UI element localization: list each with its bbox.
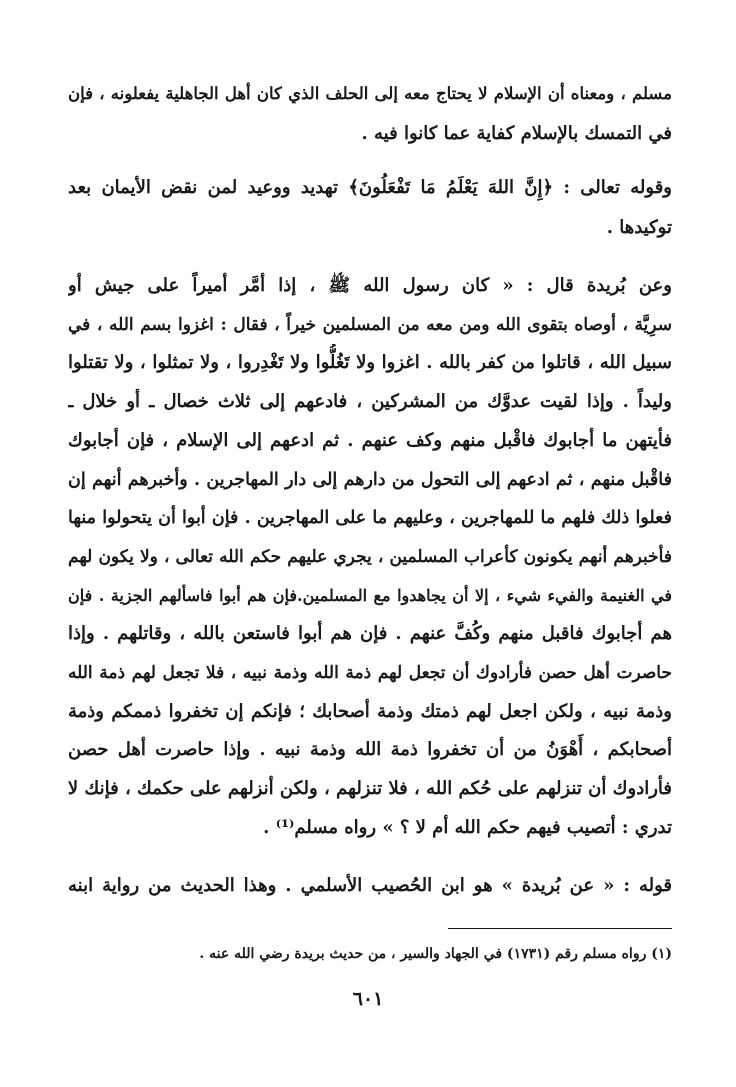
text-line: وليداً . وإذا لقيت عدوَّك من المشركين ، فادعهم إلى ثلاث خصال ـ أو خلال ـ [68,391,672,413]
text-line: قوله : « عن بُريدة » هو ابن الحُصيب الأسلمي . وهذا الحديث من رواية ابنه [68,875,672,896]
text-line: في التمسك بالإسلام كفاية عما كانوا فيه . [361,123,672,144]
paragraph-2 [68,168,672,248]
footnote-divider [448,928,672,929]
paragraph-1 [68,74,672,154]
text-line: سبيل الله ، قاتلوا من كفر بالله . اغزوا ولا تَغُلُّوا ولا تَغْدِروا ، ولا تمثلوا ، ولا تقتلوا [68,352,672,374]
text-line: فأيتهن ما أجابوك فاقْبل منهم وكف عنهم . ثم ادعهم إلى الإسلام ، فإن أجابوك [68,429,672,451]
footnote: (١) رواه مسلم رقم (١٧٣١) في الجهاد والسير ، من حديث بريدة رضي الله عنه . [199,946,672,962]
text-line: فأرادوك أن تنزلهم على حُكم الله ، فلا تنزلهم ، ولكن أنزلهم على حكمك ، فإنك لا [68,778,672,800]
text-line: تدري : أتصيب فيهم حكم الله أم لا ؟ » رواه مسلم⁽¹⁾ . [263,816,672,838]
text-line: أصحابكم ، أَهْوَنُ من أن تخفروا ذمة الله وذمة نبيه . وإذا حاصرت أهل حصن [68,739,672,761]
text-line: فعلوا ذلك فلهم ما للمهاجرين ، وعليهم ما على المهاجرين . فإن أبوا أن يتحولوا منها [68,508,672,529]
text-line: حاصرت أهل حصن فأرادوك أن تجعل لهم ذمة الله وذمة نبيه ، فلا تجعل لهم ذمة الله [68,663,672,684]
text-line: وعن بُريدة قال : « كان رسول الله ﷺ ، إذا أمَّر أميراً على جيش أو [68,275,672,296]
text-line: سرِيَّة ، أوصاه بتقوى الله ومن معه من المسلمين خيراً ، فقال : اغزوا بسم الله ، في [68,314,672,335]
text-line: وقوله تعالى : ﴿إِنَّ اللهَ يَعْلَمُ مَا تَفْعَلُونَ﴾ تهديد ووعيد لمن نقض الأيمان بعد [68,177,672,198]
text-line: فاقْبل منهم ، ثم ادعهم إلى التحول من دارهم إلى دار المهاجرين . وأخبرهم أنهم إن [68,469,672,490]
paragraph-4 [68,866,672,906]
text-line: هم أجابوك فاقبل منهم وكُفَّ عنهم . فإن هم أبوا فاستعن بالله ، وقاتلهم . وإذا [68,623,672,645]
text-line: فأخبرهم أنهم يكونون كأعراب المسلمين ، يجري عليهم حكم الله تعالى ، ولا يكون لهم [68,546,672,567]
text-line: في الغنيمة والفيء شيء ، إلا أن يجاهدوا مع المسلمين.فإن هم أبوا فاسألهم الجزية . فإن [68,585,672,605]
text-line: مسلم ، ومعناه أن الإسلام لا يحتاج معه إلى الحلف الذي كان أهل الجاهلية يفعلونه ، فإن [68,84,672,103]
page-number: ٦٠١ [352,988,384,1010]
hadith-paragraph [68,267,672,848]
text-line: توكيدها . [606,217,672,238]
text-line: وذمة نبيه ، ولكن اجعل لهم ذمتك وذمة أصحابك ؛ فإنكم إن تخفروا ذممكم وذمة [68,700,672,722]
